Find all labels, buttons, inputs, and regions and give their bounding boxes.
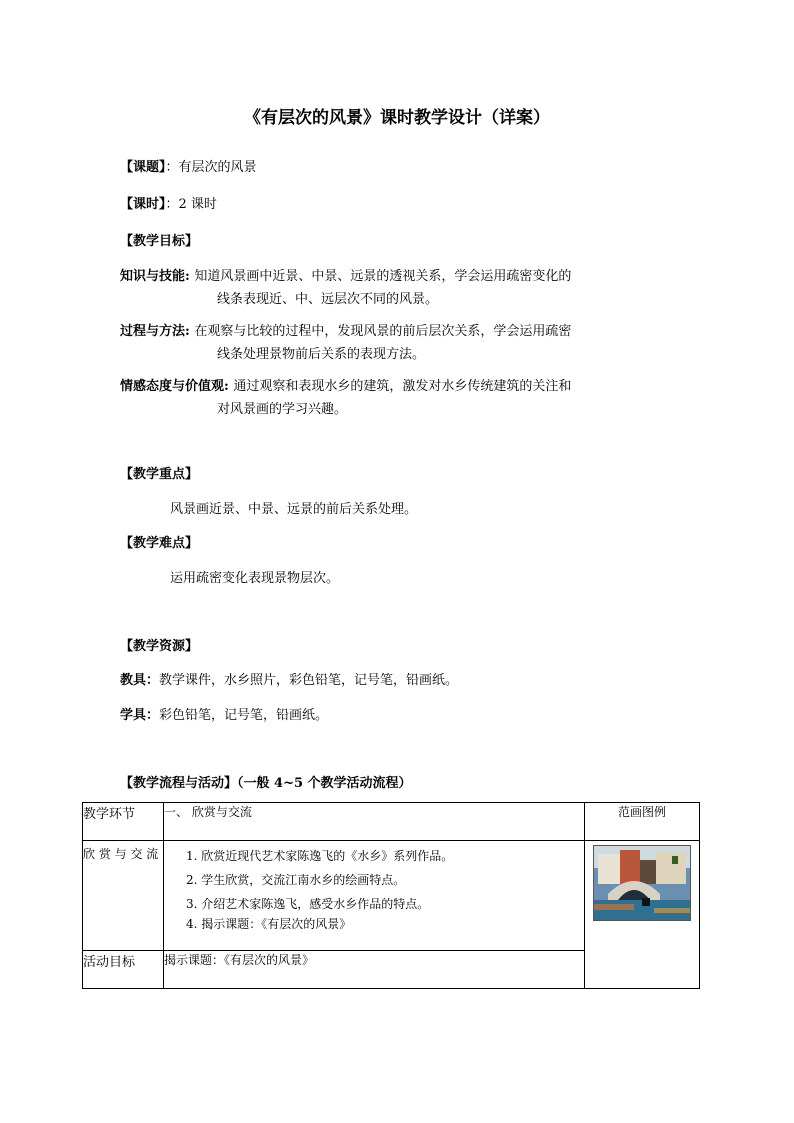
period-line: [120, 193, 217, 212]
objective-knowledge: 知识与技能: 知道风景画中近景、中景、远景的透视关系，学会运用疏密变化的: [120, 269, 572, 284]
goal-label: 活动目标: [83, 951, 164, 989]
header-example: 范画图例: [585, 803, 700, 841]
objective-text: 通过观察和表现水乡的建筑，激发对水乡传统建筑的关注和: [233, 379, 572, 394]
resources-heading: 【教学资源】: [120, 639, 199, 654]
objective-text-cont: 线条表现近、中、远层次不同的风景。: [217, 292, 439, 307]
step-item: 1. 欣赏近现代艺术家陈逸飞的《水乡》系列作品。: [186, 849, 454, 863]
step-item: 3. 介绍艺术家陈逸飞，感受水乡作品的特点。: [186, 897, 430, 911]
topic-value: 有层次的风景: [178, 160, 257, 175]
key-point-text: 风景画近景、中景、远景的前后关系处理。: [170, 502, 418, 517]
topic-label: 【课题】: [120, 160, 166, 175]
row-steps: [164, 841, 585, 951]
period-value: 2 课时: [178, 197, 217, 212]
teacher-items: 教学课件，水乡照片，彩色铅笔，记号笔，铅画纸。: [159, 673, 459, 688]
period-sep: ：: [165, 197, 179, 212]
objective-label: 知识与技能: [120, 269, 186, 284]
objective-text: 知道风景画中近景、中景、远景的透视关系，学会运用疏密变化的: [194, 269, 572, 284]
row-stage-label: 欣 赏 与 交 流: [83, 841, 164, 951]
objective-text-cont: 线条处理景物前后关系的表现方法。: [217, 347, 426, 362]
step-item: 2. 学生欣赏，交流江南水乡的绘画特点。: [186, 873, 406, 887]
objective-label: 过程与方法: [120, 324, 186, 339]
flow-note: （一般 4~5 个教学活动流程）: [237, 776, 412, 791]
objectives-heading: 【教学目标】: [120, 234, 199, 249]
objective-attitude: 情感态度与价值观: 通过观察和表现水乡的建筑，激发对水乡传统建筑的关注和: [120, 379, 572, 394]
header-stage: 教学环节: [83, 803, 164, 841]
objective-text: 在观察与比较的过程中，发现风景的前后层次关系，学会运用疏密: [194, 324, 572, 339]
student-label: 学具：: [120, 708, 160, 723]
objective-process: 过程与方法: 在观察与比较的过程中，发现风景的前后层次关系，学会运用疏密: [120, 324, 572, 339]
example-painting: [593, 845, 691, 921]
example-cell: [585, 841, 700, 989]
teacher-resources: [120, 669, 458, 688]
step-item: 4. 揭示课题：《有层次的风景》: [186, 917, 352, 931]
key-point-heading: 【教学重点】: [120, 467, 199, 482]
flow-heading: 【教学流程与活动】: [120, 776, 238, 791]
objective-label: 情感态度与价值观: [120, 379, 225, 394]
topic-line: [120, 156, 257, 175]
flow-table: [82, 802, 700, 989]
topic-sep: ：: [165, 160, 179, 175]
objective-text-cont: 对风景画的学习兴趣。: [217, 402, 348, 417]
flow-heading-line: [120, 772, 412, 791]
student-items: 彩色铅笔，记号笔，铅画纸。: [159, 708, 329, 723]
page-title: 《有层次的风景》课时教学设计（详案）: [244, 108, 550, 128]
period-label: 【课时】: [120, 197, 166, 212]
student-resources: [120, 704, 328, 723]
header-activity: 一、 欣赏与交流: [164, 803, 585, 841]
goal-text: 揭示课题：《有层次的风景》: [164, 951, 585, 989]
difficulty-text: 运用疏密变化表现景物层次。: [170, 571, 340, 586]
teacher-label: 教具：: [120, 673, 160, 688]
difficulty-heading: 【教学难点】: [120, 536, 199, 551]
